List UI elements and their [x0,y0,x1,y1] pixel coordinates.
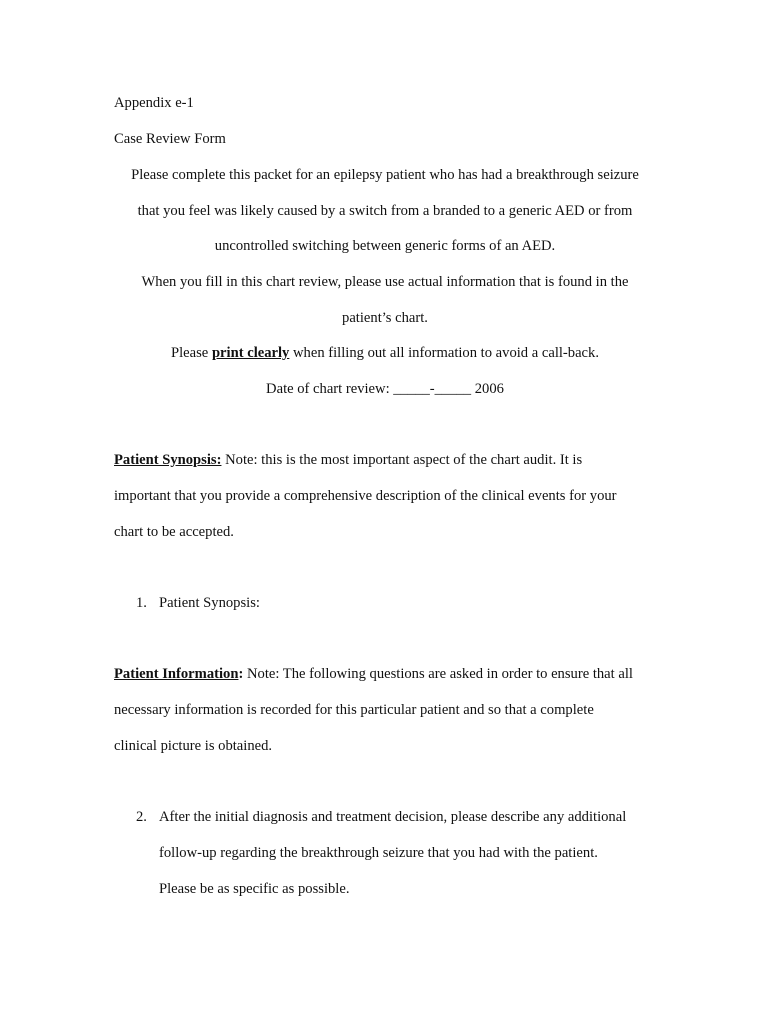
form-title: Case Review Form [114,131,226,147]
question-2-line-3: Please be as specific as possible. [159,881,350,897]
appendix-label: Appendix e-1 [114,95,194,111]
print-emphasis: print clearly [211,345,290,361]
info-note-line-2: necessary information is recorded for this particular patient and so that a complete [114,702,594,718]
synopsis-note-line-1 [114,451,582,469]
synopsis-note-text: Note: this is the most important aspect of the chart audit. It is [221,452,583,468]
intro-line-1: Please complete this packet for an epilepsy patient who has had a breakthrough seizure [131,167,639,183]
question-1-text: Patient Synopsis: [159,595,260,611]
info-note-line-1 [114,665,633,683]
question-2-line-2: follow-up regarding the breakthrough seizure that you had with the patient. [159,845,598,861]
intro-line-3: uncontrolled switching between generic forms of an AED. [214,238,556,254]
question-1-number: 1. [136,595,147,611]
print-prefix: Please [171,345,212,361]
print-instruction [0,344,770,362]
synopsis-note-line-3: chart to be accepted. [114,524,234,540]
question-2-number: 2. [136,809,147,825]
synopsis-heading: Patient Synopsis: [114,452,222,468]
synopsis-note-line-2: important that you provide a comprehensive description of the clinical events for your [114,488,617,504]
print-suffix: when filling out all information to avoid a call-back. [289,345,599,361]
question-2-line-1: After the initial diagnosis and treatment decision, please describe any additional [159,809,627,825]
info-note-text: Note: The following questions are asked in order to ensure that all [243,666,633,682]
date-of-review: Date of chart review: _____-_____ 2006 [266,381,504,397]
info-heading-colon: : [238,666,244,682]
intro-line-5: patient’s chart. [342,310,428,326]
info-note-line-3: clinical picture is obtained. [114,738,273,754]
intro-line-2: that you feel was likely caused by a switch from a branded to a generic AED or from [137,203,633,219]
info-heading: Patient Information [114,666,239,682]
intro-line-4: When you fill in this chart review, please use actual information that is found in the [141,274,629,290]
